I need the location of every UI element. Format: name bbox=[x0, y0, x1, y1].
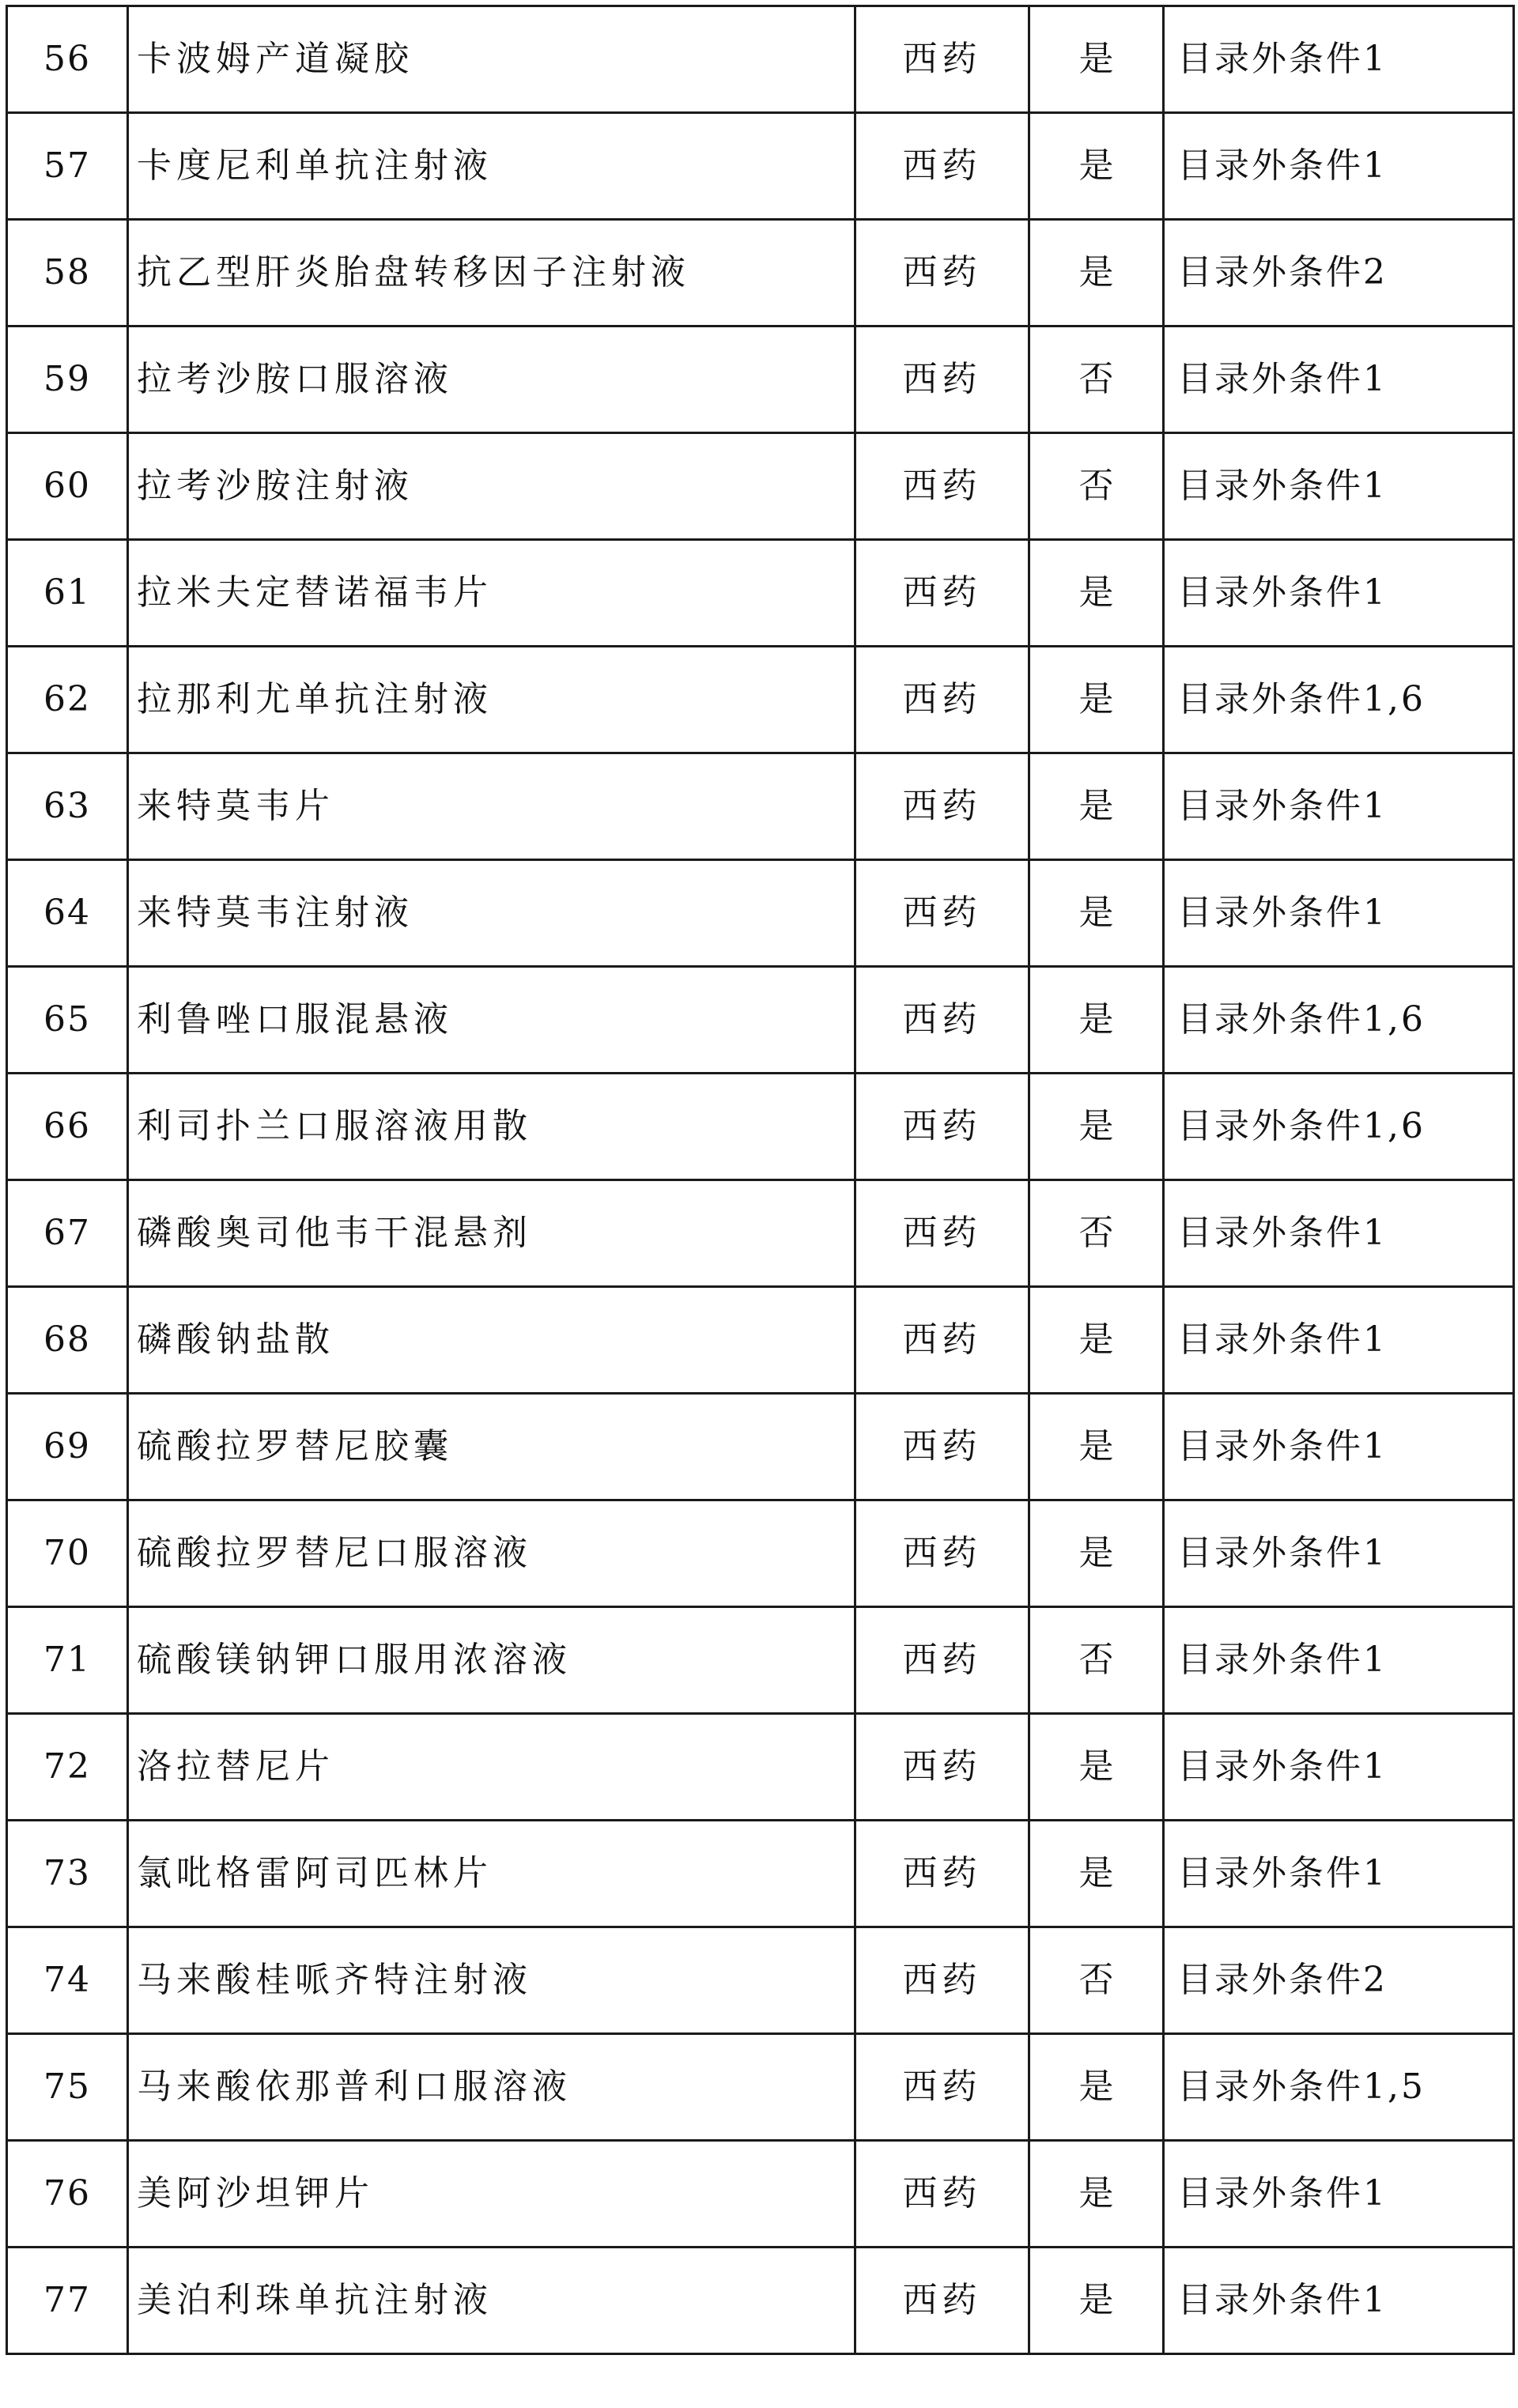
yes-no-flag-cell: 是 bbox=[1029, 1394, 1164, 1500]
table-row bbox=[7, 1714, 1514, 1821]
row-number-cell: 62 bbox=[7, 647, 128, 753]
drug-name-cell: 拉考沙胺注射液 bbox=[128, 433, 855, 540]
row-number-cell: 74 bbox=[7, 1927, 128, 2034]
drug-category-cell: 西药 bbox=[855, 2248, 1029, 2354]
drug-category-cell: 西药 bbox=[855, 647, 1029, 753]
row-number-cell: 73 bbox=[7, 1821, 128, 1927]
drug-category-cell: 西药 bbox=[855, 1074, 1029, 1180]
condition-cell: 目录外条件1 bbox=[1164, 1821, 1514, 1927]
drug-category-cell: 西药 bbox=[855, 2034, 1029, 2141]
table-row bbox=[7, 433, 1514, 540]
drug-name-cell: 马来酸桂哌齐特注射液 bbox=[128, 1927, 855, 2034]
table-row bbox=[7, 1500, 1514, 1607]
condition-cell: 目录外条件1 bbox=[1164, 326, 1514, 433]
drug-name-cell: 磷酸钠盐散 bbox=[128, 1287, 855, 1394]
drug-name-cell: 利司扑兰口服溶液用散 bbox=[128, 1074, 855, 1180]
row-number-cell: 58 bbox=[7, 220, 128, 326]
condition-cell: 目录外条件2 bbox=[1164, 1927, 1514, 2034]
row-number-cell: 72 bbox=[7, 1714, 128, 1821]
condition-cell: 目录外条件1 bbox=[1164, 753, 1514, 860]
drug-name-cell: 洛拉替尼片 bbox=[128, 1714, 855, 1821]
drug-category-cell: 西药 bbox=[855, 860, 1029, 967]
row-number-cell: 71 bbox=[7, 1607, 128, 1714]
yes-no-flag-cell: 是 bbox=[1029, 753, 1164, 860]
drug-list-table-body bbox=[7, 6, 1514, 2354]
drug-list-table bbox=[6, 5, 1515, 2355]
drug-name-cell: 抗乙型肝炎胎盘转移因子注射液 bbox=[128, 220, 855, 326]
row-number-cell: 64 bbox=[7, 860, 128, 967]
drug-name-cell: 氯吡格雷阿司匹林片 bbox=[128, 1821, 855, 1927]
drug-category-cell: 西药 bbox=[855, 1927, 1029, 2034]
table-row bbox=[7, 2248, 1514, 2354]
drug-name-cell: 磷酸奥司他韦干混悬剂 bbox=[128, 1180, 855, 1287]
condition-cell: 目录外条件2 bbox=[1164, 220, 1514, 326]
yes-no-flag-cell: 是 bbox=[1029, 1714, 1164, 1821]
condition-cell: 目录外条件1 bbox=[1164, 2248, 1514, 2354]
drug-category-cell: 西药 bbox=[855, 326, 1029, 433]
row-number-cell: 75 bbox=[7, 2034, 128, 2141]
yes-no-flag-cell: 否 bbox=[1029, 326, 1164, 433]
condition-cell: 目录外条件1,5 bbox=[1164, 2034, 1514, 2141]
yes-no-flag-cell: 是 bbox=[1029, 1074, 1164, 1180]
table-row bbox=[7, 6, 1514, 113]
drug-category-cell: 西药 bbox=[855, 540, 1029, 647]
condition-cell: 目录外条件1 bbox=[1164, 1607, 1514, 1714]
table-row bbox=[7, 1821, 1514, 1927]
drug-name-cell: 拉米夫定替诺福韦片 bbox=[128, 540, 855, 647]
table-row bbox=[7, 1074, 1514, 1180]
drug-category-cell: 西药 bbox=[855, 113, 1029, 220]
table-row bbox=[7, 1607, 1514, 1714]
drug-name-cell: 卡度尼利单抗注射液 bbox=[128, 113, 855, 220]
yes-no-flag-cell: 是 bbox=[1029, 647, 1164, 753]
condition-cell: 目录外条件1 bbox=[1164, 1500, 1514, 1607]
drug-category-cell: 西药 bbox=[855, 1821, 1029, 1927]
yes-no-flag-cell: 是 bbox=[1029, 113, 1164, 220]
drug-name-cell: 利鲁唑口服混悬液 bbox=[128, 967, 855, 1074]
row-number-cell: 60 bbox=[7, 433, 128, 540]
yes-no-flag-cell: 否 bbox=[1029, 1607, 1164, 1714]
yes-no-flag-cell: 是 bbox=[1029, 860, 1164, 967]
drug-name-cell: 马来酸依那普利口服溶液 bbox=[128, 2034, 855, 2141]
row-number-cell: 77 bbox=[7, 2248, 128, 2354]
table-row bbox=[7, 2141, 1514, 2248]
condition-cell: 目录外条件1 bbox=[1164, 6, 1514, 113]
row-number-cell: 70 bbox=[7, 1500, 128, 1607]
table-row bbox=[7, 113, 1514, 220]
drug-name-cell: 硫酸拉罗替尼胶囊 bbox=[128, 1394, 855, 1500]
condition-cell: 目录外条件1,6 bbox=[1164, 647, 1514, 753]
drug-category-cell: 西药 bbox=[855, 6, 1029, 113]
drug-category-cell: 西药 bbox=[855, 1714, 1029, 1821]
table-row bbox=[7, 753, 1514, 860]
condition-cell: 目录外条件1 bbox=[1164, 540, 1514, 647]
yes-no-flag-cell: 是 bbox=[1029, 2141, 1164, 2248]
row-number-cell: 59 bbox=[7, 326, 128, 433]
table-row bbox=[7, 1287, 1514, 1394]
table-row bbox=[7, 1927, 1514, 2034]
yes-no-flag-cell: 否 bbox=[1029, 433, 1164, 540]
yes-no-flag-cell: 是 bbox=[1029, 2034, 1164, 2141]
drug-category-cell: 西药 bbox=[855, 220, 1029, 326]
drug-category-cell: 西药 bbox=[855, 1180, 1029, 1287]
table-row bbox=[7, 967, 1514, 1074]
row-number-cell: 65 bbox=[7, 967, 128, 1074]
row-number-cell: 66 bbox=[7, 1074, 128, 1180]
drug-name-cell: 美泊利珠单抗注射液 bbox=[128, 2248, 855, 2354]
row-number-cell: 57 bbox=[7, 113, 128, 220]
condition-cell: 目录外条件1,6 bbox=[1164, 1074, 1514, 1180]
row-number-cell: 63 bbox=[7, 753, 128, 860]
row-number-cell: 61 bbox=[7, 540, 128, 647]
drug-category-cell: 西药 bbox=[855, 2141, 1029, 2248]
condition-cell: 目录外条件1 bbox=[1164, 1180, 1514, 1287]
drug-category-cell: 西药 bbox=[855, 1500, 1029, 1607]
drug-category-cell: 西药 bbox=[855, 1287, 1029, 1394]
yes-no-flag-cell: 是 bbox=[1029, 1821, 1164, 1927]
drug-name-cell: 硫酸镁钠钾口服用浓溶液 bbox=[128, 1607, 855, 1714]
table-row bbox=[7, 220, 1514, 326]
table-row bbox=[7, 1394, 1514, 1500]
drug-category-cell: 西药 bbox=[855, 1607, 1029, 1714]
table-row bbox=[7, 540, 1514, 647]
row-number-cell: 56 bbox=[7, 6, 128, 113]
condition-cell: 目录外条件1 bbox=[1164, 433, 1514, 540]
drug-category-cell: 西药 bbox=[855, 967, 1029, 1074]
row-number-cell: 69 bbox=[7, 1394, 128, 1500]
row-number-cell: 67 bbox=[7, 1180, 128, 1287]
condition-cell: 目录外条件1 bbox=[1164, 113, 1514, 220]
yes-no-flag-cell: 否 bbox=[1029, 1180, 1164, 1287]
drug-name-cell: 硫酸拉罗替尼口服溶液 bbox=[128, 1500, 855, 1607]
yes-no-flag-cell: 是 bbox=[1029, 1500, 1164, 1607]
condition-cell: 目录外条件1 bbox=[1164, 1287, 1514, 1394]
drug-name-cell: 卡波姆产道凝胶 bbox=[128, 6, 855, 113]
drug-category-cell: 西药 bbox=[855, 1394, 1029, 1500]
yes-no-flag-cell: 是 bbox=[1029, 967, 1164, 1074]
condition-cell: 目录外条件1 bbox=[1164, 860, 1514, 967]
condition-cell: 目录外条件1 bbox=[1164, 1394, 1514, 1500]
table-row bbox=[7, 860, 1514, 967]
condition-cell: 目录外条件1 bbox=[1164, 2141, 1514, 2248]
drug-name-cell: 拉考沙胺口服溶液 bbox=[128, 326, 855, 433]
table-row bbox=[7, 1180, 1514, 1287]
drug-category-cell: 西药 bbox=[855, 753, 1029, 860]
drug-name-cell: 来特莫韦片 bbox=[128, 753, 855, 860]
condition-cell: 目录外条件1 bbox=[1164, 1714, 1514, 1821]
row-number-cell: 68 bbox=[7, 1287, 128, 1394]
drug-category-cell: 西药 bbox=[855, 433, 1029, 540]
drug-name-cell: 来特莫韦注射液 bbox=[128, 860, 855, 967]
yes-no-flag-cell: 是 bbox=[1029, 2248, 1164, 2354]
yes-no-flag-cell: 是 bbox=[1029, 220, 1164, 326]
drug-name-cell: 美阿沙坦钾片 bbox=[128, 2141, 855, 2248]
yes-no-flag-cell: 是 bbox=[1029, 540, 1164, 647]
yes-no-flag-cell: 是 bbox=[1029, 6, 1164, 113]
table-row bbox=[7, 647, 1514, 753]
row-number-cell: 76 bbox=[7, 2141, 128, 2248]
yes-no-flag-cell: 否 bbox=[1029, 1927, 1164, 2034]
table-row bbox=[7, 326, 1514, 433]
yes-no-flag-cell: 是 bbox=[1029, 1287, 1164, 1394]
drug-name-cell: 拉那利尤单抗注射液 bbox=[128, 647, 855, 753]
table-row bbox=[7, 2034, 1514, 2141]
condition-cell: 目录外条件1,6 bbox=[1164, 967, 1514, 1074]
